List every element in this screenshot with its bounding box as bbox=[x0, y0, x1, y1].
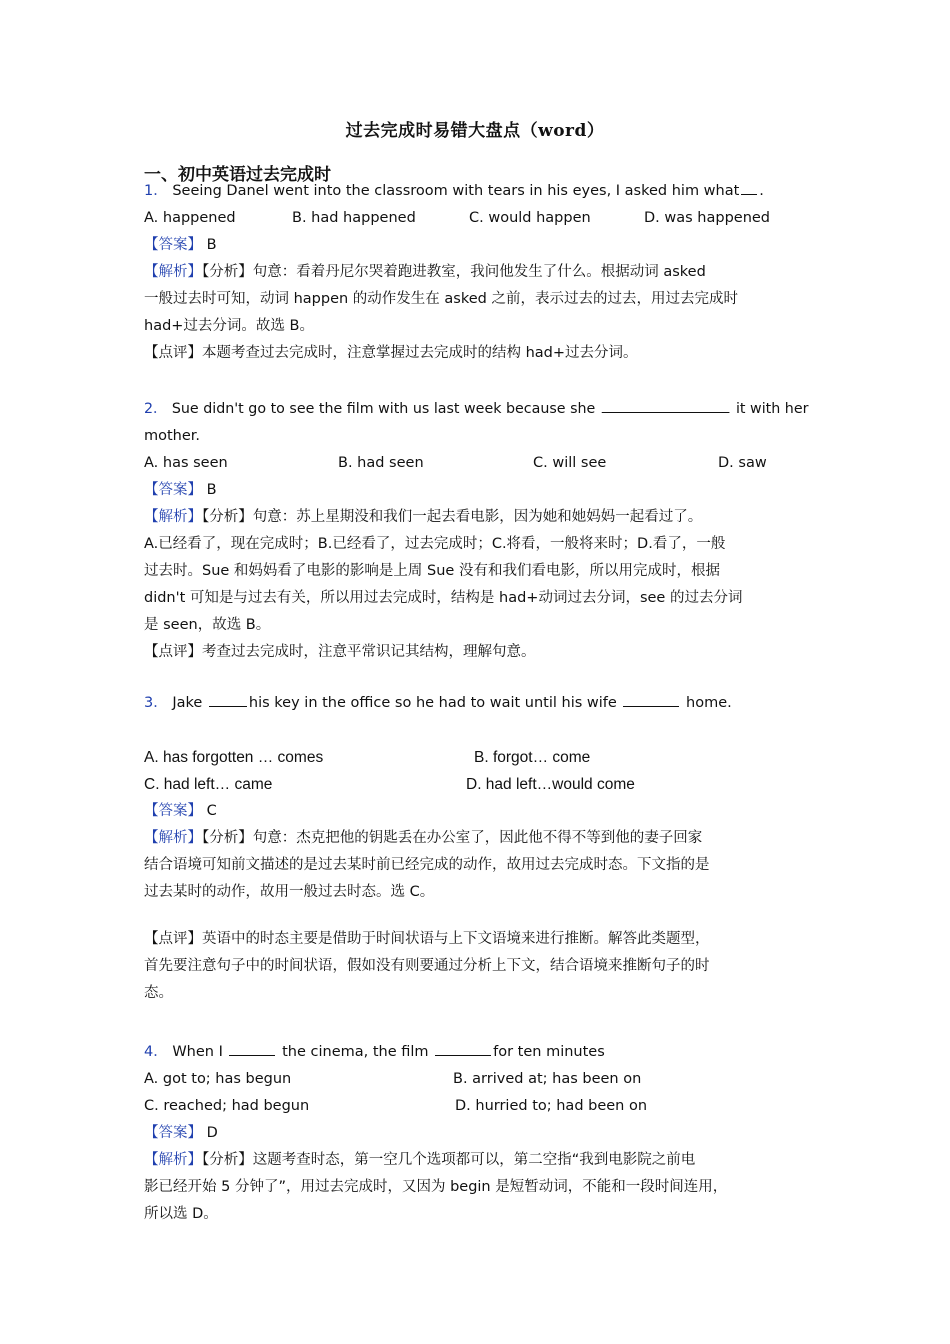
question-stem: 3． Jake his key in the office so he had to wait until his wife home. bbox=[144, 690, 808, 717]
answer-value: C bbox=[206, 803, 217, 819]
option-c: C. would happen bbox=[469, 210, 591, 226]
analysis-line: 所以选 D。 bbox=[144, 1206, 218, 1222]
option-a: A. has seen bbox=[144, 455, 228, 471]
answer-line bbox=[144, 798, 808, 825]
question-2 bbox=[144, 396, 808, 666]
page-title: 过去完成时易错大盘点（word） bbox=[345, 121, 605, 141]
question-number: 4． bbox=[144, 1044, 168, 1060]
option-d: D. was happened bbox=[644, 210, 771, 226]
section-title: 一、初中英语过去完成时 bbox=[144, 165, 331, 185]
question-4 bbox=[144, 1039, 808, 1228]
answer-tag: 【答案】 bbox=[144, 803, 202, 819]
question-number: 2． bbox=[144, 401, 168, 417]
analysis-line: 是 seen，故选 B。 bbox=[144, 617, 271, 633]
option-a: A. has forgotten … comes bbox=[144, 749, 324, 766]
answer-tag: 【答案】 bbox=[144, 482, 202, 498]
analysis-line: 【解析】【分析】句意：杰克把他的钥匙丢在办公室了，因此他不得不等到他的妻子回家 bbox=[144, 830, 703, 846]
question-stem: 1． Seeing Danel went into the classroom with tears in his eyes, I asked him what . bbox=[144, 178, 808, 205]
answer-value: D bbox=[206, 1125, 218, 1141]
answer-line bbox=[144, 477, 808, 504]
answer-value: B bbox=[206, 482, 217, 498]
question-number: 1． bbox=[144, 183, 168, 199]
analysis-line: 一般过去时可知，动词 happen 的动作发生在 asked 之前，表示过去的过去，用过去完成时 bbox=[144, 291, 738, 307]
options-row bbox=[144, 744, 808, 771]
stem-text: Seeing Danel went into the classroom with tears in his eyes, I asked him what bbox=[172, 183, 740, 199]
option-c: C. reached; had begun bbox=[144, 1098, 310, 1114]
analysis-line: 【解析】【分析】句意：苏上星期没和我们一起去看电影，因为她和她妈妈一起看过了。 bbox=[144, 509, 703, 525]
option-d: D. saw bbox=[718, 455, 767, 471]
question-stem: 4． When I the cinema, the film for ten minutes bbox=[144, 1039, 808, 1066]
option-c: C. will see bbox=[533, 455, 607, 471]
option-b: B. arrived at; has been on bbox=[453, 1071, 642, 1087]
answer-blank bbox=[229, 1041, 275, 1056]
question-1 bbox=[144, 178, 808, 367]
options-row bbox=[144, 205, 808, 232]
option-a: A. got to; has begun bbox=[144, 1071, 292, 1087]
stem-text: Sue didn't go to see the film with us last week because she bbox=[171, 401, 596, 417]
analysis-line: had+过去分词。故选 B。 bbox=[144, 318, 314, 334]
analysis-line: A.已经看了，现在完成时；B.已经看了，过去完成时；C.将看，一般将来时；D.看了，一般 bbox=[144, 536, 726, 552]
comment-line: 【点评】本题考查过去完成时，注意掌握过去完成时的结构 had+过去分词。 bbox=[144, 345, 638, 361]
option-a: A. happened bbox=[144, 210, 236, 226]
analysis-line: 【解析】【分析】这题考查时态，第一空几个选项都可以，第二空指“我到电影院之前电 bbox=[144, 1152, 696, 1168]
answer-value: B bbox=[206, 237, 217, 253]
stem-continuation: mother. bbox=[144, 428, 201, 444]
options-row bbox=[144, 1066, 808, 1093]
options-row bbox=[144, 1093, 808, 1120]
comment-line: 【点评】考查过去完成时，注意平常识记其结构，理解句意。 bbox=[144, 644, 536, 660]
options-row bbox=[144, 771, 808, 798]
option-b: B. had seen bbox=[338, 455, 424, 471]
option-b: B. forgot… come bbox=[474, 749, 591, 766]
answer-blank bbox=[209, 692, 247, 707]
option-c: C. had left… came bbox=[144, 776, 273, 793]
question-stem: 2． Sue didn't go to see the film with us last week because she it with her bbox=[144, 396, 796, 423]
answer-blank bbox=[602, 398, 730, 413]
answer-line bbox=[144, 1120, 808, 1147]
answer-blank bbox=[435, 1041, 491, 1056]
analysis-tag: 【解析】 bbox=[144, 1152, 202, 1168]
answer-line bbox=[144, 232, 808, 259]
comment-line: 【点评】英语中的时态主要是借助于时间状语与上下文语境来进行推断。解答此类题型， bbox=[144, 931, 710, 947]
question-number: 3． bbox=[144, 695, 168, 711]
question-3 bbox=[144, 690, 808, 1007]
option-b: B. had happened bbox=[292, 210, 416, 226]
analysis-line: 【解析】【分析】句意：看着丹尼尔哭着跑进教室，我问他发生了什么。根据动词 asked bbox=[144, 264, 706, 280]
analysis-tag: 【解析】 bbox=[144, 264, 202, 280]
analysis-line: didn't 可知是与过去有关，所以用过去完成时，结构是 had+动词过去分词，see 的过去分词 bbox=[144, 590, 743, 606]
analysis-tag: 【解析】 bbox=[144, 830, 202, 846]
option-d: D. hurried to; had been on bbox=[455, 1098, 648, 1114]
options-row bbox=[144, 450, 808, 477]
analysis-line: 过去某时的动作，故用一般过去时态。选 C。 bbox=[144, 884, 435, 900]
analysis-line: 过去时。Sue 和妈妈看了电影的影响是上周 Sue 没有和我们看电影，所以用完成时，根据 bbox=[144, 563, 720, 579]
analysis-line: 影已经开始 5 分钟了”，用过去完成时，又因为 begin 是短暂动词，不能和一段时间连用， bbox=[144, 1179, 728, 1195]
answer-blank bbox=[623, 692, 679, 707]
answer-blank bbox=[741, 180, 757, 195]
analysis-line: 结合语境可知前文描述的是过去某时前已经完成的动作，故用过去完成时态。下文指的是 bbox=[144, 857, 710, 873]
comment-line: 首先要注意句子中的时间状语，假如没有则要通过分析上下文，结合语境来推断句子的时 bbox=[144, 958, 710, 974]
answer-tag: 【答案】 bbox=[144, 1125, 202, 1141]
analysis-tag: 【解析】 bbox=[144, 509, 202, 525]
option-d: D. had left…would come bbox=[466, 776, 635, 793]
comment-line: 态。 bbox=[144, 985, 173, 1001]
answer-tag: 【答案】 bbox=[144, 237, 202, 253]
